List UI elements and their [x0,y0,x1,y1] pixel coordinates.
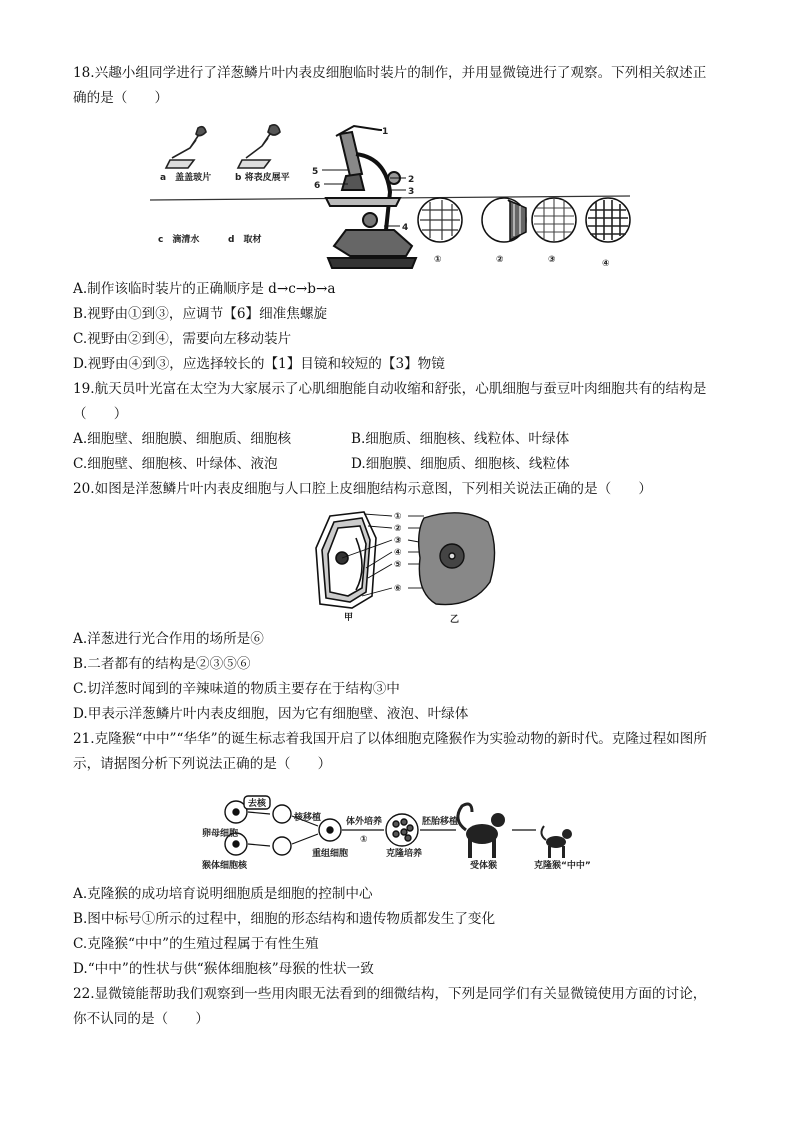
q19-stem-line2: （ ） [73,406,128,422]
q18-step-b-illustration [238,125,280,168]
q21-label-remove: 去核 [248,799,267,809]
q21-stem-line2: 示，请据图分析下列说法正确的是（ ） [73,756,332,772]
q20-label-yi: 乙 [450,615,460,625]
q22-stem-line2: 你不认同的是（ ） [73,1011,209,1027]
q18-label-d: d 取材 [228,235,262,245]
surrogate-monkey-illustration [458,804,505,858]
q20-label-6: ⑥ [394,584,402,594]
q20-label-jia: 甲 [344,613,354,623]
q18-view-label-3: ③ [548,255,556,265]
q21-option-c: C.克隆猴“中中”的生殖过程属于有性生殖 [73,936,319,952]
q21-label-step1: ① [360,835,368,845]
microscope-view-2 [482,198,526,242]
q18-mic-label-2: 2 [408,175,415,185]
microscope-view-1 [418,198,462,242]
q18-mic-label-3: 3 [408,187,415,197]
q19-option-b: B.细胞质、细胞核、线粒体、叶绿体 [351,431,570,447]
q21-label-egg: 卵母细胞 [202,829,239,839]
animal-cell-illustration [419,513,495,605]
q21-option-b: B.图中标号①所示的过程中，细胞的形态结构和遗传物质都发生了变化 [73,911,496,927]
q20-label-2: ② [394,524,402,534]
q19-option-a: A.细胞壁、细胞膜、细胞质、细胞核 [73,431,292,447]
plant-cell-illustration [316,512,376,608]
cloned-monkey-illustration [541,826,572,858]
q18-view-label-1: ① [434,255,442,265]
q18-label-c: c 滴清水 [158,235,200,245]
q21-label-recon: 重组细胞 [312,849,349,859]
q18-view-label-2: ② [496,255,504,265]
q19-option-c: C.细胞壁、细胞核、叶绿体、液泡 [73,456,278,472]
q21-stem-line1: 21.克隆猴“中中”“华华”的诞生标志着我国开启了以体细胞克隆猴作为实验动物的新时代。克隆过程如图所 [73,731,707,747]
q21-option-a: A.克隆猴的成功培育说明细胞质是细胞的控制中心 [73,886,373,902]
q19-option-d: D.细胞膜、细胞质、细胞核、线粒体 [351,456,570,472]
q18-mic-label-6: 6 [314,181,321,191]
q18-label-a: a 盖盖玻片 [160,173,212,183]
q18-label-b: b 将表皮展平 [235,173,290,183]
microscope-view-4 [586,198,630,242]
q20-label-4: ④ [394,548,402,558]
q21-label-somatic: 猴体细胞核 [202,861,248,871]
q18-mic-label-5: 5 [312,167,319,177]
q18-mic-label-1: 1 [382,127,389,137]
q21-option-d: D.“中中”的性状与供“猴体细胞核”母猴的性状一致 [73,961,374,977]
q18-stem-line1: 18.兴趣小组同学进行了洋葱鳞片叶内表皮细胞临时装片的制作，并用显微镜进行了观察。下列相关叙述正 [73,65,707,81]
q18-step-a-illustration [166,127,206,168]
q20-option-d: D.甲表示洋葱鳞片叶内表皮细胞，因为它有细胞壁、液泡、叶绿体 [73,706,469,722]
q18-figure [150,118,650,280]
q20-option-c: C.切洋葱时闻到的辛辣味道的物质主要存在于结构③中 [73,681,400,697]
q21-label-clone: 克隆猴“中中” [534,861,591,871]
q20-option-b: B.二者都有的结构是②③⑤⑥ [73,656,251,672]
q20-label-3: ③ [394,536,402,546]
q20-option-a: A.洋葱进行光合作用的场所是⑥ [73,631,264,647]
q18-option-b: B.视野由①到③，应调节【6】细准焦螺旋 [73,306,328,322]
q18-option-c: C.视野由②到④，需要向左移动装片 [73,331,292,347]
q18-view-label-4: ④ [602,259,610,269]
q18-stem-line2: 确的是（ ） [73,90,169,106]
q18-mic-label-4: 4 [402,223,409,233]
q20-label-5: ⑤ [394,560,402,570]
q21-label-transfer: 核移植 [294,813,322,823]
q20-label-1: ① [394,512,402,522]
q18-option-d: D.视野由④到③，应选择较长的【1】目镜和较短的【3】物镜 [73,356,445,372]
q18-option-a: A.制作该临时装片的正确顺序是 d→c→b→a [73,281,336,297]
q21-figure [200,790,600,876]
microscope-view-3 [532,198,576,242]
q19-stem-line1: 19.航天员叶光富在太空为大家展示了心肌细胞能自动收缩和舒张，心肌细胞与蚕豆叶肉细胞共有的结构是 [73,381,707,397]
q20-stem: 20.如图是洋葱鳞片叶内表皮细胞与人口腔上皮细胞结构示意图，下列相关说法正确的是（ ） [73,481,652,497]
q21-label-implant: 胚胎移植 [422,817,459,827]
q22-stem-line1: 22.显微镜能帮助我们观察到一些用肉眼无法看到的细微结构，下列是同学们有关显微镜使用方面的讨论， [73,986,707,1002]
q21-label-embryo: 克隆培养 [386,849,423,859]
q21-label-culture: 体外培养 [346,817,383,827]
q21-label-surrogate: 受体猴 [470,861,498,871]
q20-figure [312,508,502,626]
microscope-illustration [326,126,416,268]
